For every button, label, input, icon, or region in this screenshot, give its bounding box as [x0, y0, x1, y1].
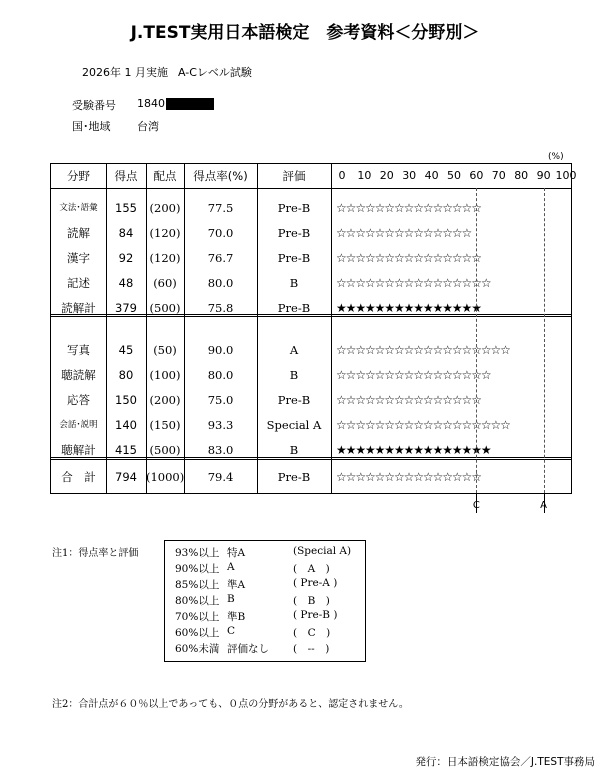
- star-bar: ☆☆☆☆☆☆☆☆☆☆☆☆☆☆☆☆☆☆: [336, 343, 510, 357]
- field-max-score: (200): [149, 393, 181, 407]
- scale-tick: 30: [402, 169, 417, 182]
- field-name: 写真: [67, 343, 90, 357]
- note1-label: 注1：得点率と評価: [52, 548, 139, 559]
- grade-legend-row: [165, 545, 365, 561]
- star-bar: ★★★★★★★★★★★★★★★★: [336, 443, 491, 457]
- star-bar: ☆☆☆☆☆☆☆☆☆☆☆☆☆☆: [336, 226, 472, 240]
- header-divider: [51, 188, 571, 189]
- grade-legend-row: [165, 641, 365, 657]
- field-score: 92: [118, 251, 134, 265]
- field-score: 794: [115, 470, 137, 484]
- score-table: [50, 163, 577, 494]
- grade-threshold-line: [544, 188, 545, 493]
- grade-legend-row: [165, 625, 365, 641]
- field-grade: Special A: [266, 418, 322, 432]
- publisher-footer: 発行：日本語検定協会／J.TEST事務局: [415, 756, 595, 768]
- region-label: 国･地域: [72, 120, 111, 133]
- grade-legend-code: ( C ): [293, 627, 331, 639]
- field-score: 45: [118, 343, 134, 357]
- scale-tick: 90: [536, 169, 551, 182]
- field-grade: Pre-B: [277, 301, 311, 315]
- examinee-number-prefix: 1840: [137, 97, 165, 110]
- field-name: 読解計: [61, 301, 96, 315]
- field-rate: 83.0: [207, 443, 234, 457]
- field-max-score: (50): [153, 343, 177, 357]
- grade-legend-code: ( -- ): [293, 643, 330, 655]
- grade-legend-range: 85%以上: [175, 579, 220, 591]
- field-rate: 80.0: [207, 368, 234, 382]
- header-rate: 得点率(%): [193, 169, 248, 183]
- field-max-score: (200): [149, 201, 181, 215]
- field-name: 記述: [67, 276, 90, 290]
- field-max-score: (500): [149, 301, 181, 315]
- field-score: 80: [118, 368, 134, 382]
- grade-legend-name: C: [227, 625, 236, 637]
- field-rate: 75.0: [207, 393, 234, 407]
- field-score: 84: [118, 226, 134, 240]
- grade-legend-name: 評価なし: [227, 643, 269, 655]
- grade-legend-name: 準B: [227, 611, 246, 623]
- grade-legend-range: 60%未満: [175, 643, 220, 655]
- exam-level: A-Cレベル試験: [178, 66, 252, 79]
- star-bar: ☆☆☆☆☆☆☆☆☆☆☆☆☆☆☆☆: [336, 368, 491, 382]
- header-grade: 評価: [282, 169, 306, 183]
- grade-legend-name: 特A: [227, 547, 246, 559]
- page-title: J.TEST実用日本語検定 参考資料＜分野別＞: [130, 23, 480, 43]
- field-grade: Pre-B: [277, 251, 311, 265]
- region-value: 台湾: [137, 120, 159, 133]
- field-name: 合 計: [61, 470, 96, 484]
- star-bar: ☆☆☆☆☆☆☆☆☆☆☆☆☆☆☆: [336, 251, 481, 265]
- field-grade: Pre-B: [277, 201, 311, 215]
- grade-threshold-label: C: [472, 500, 480, 511]
- grade-legend-range: 60%以上: [175, 627, 220, 639]
- field-grade: A: [289, 343, 299, 357]
- scale-tick: 60: [469, 169, 484, 182]
- star-bar: ★★★★★★★★★★★★★★★: [336, 301, 481, 315]
- grade-legend-code: ( A ): [293, 563, 330, 575]
- field-rate: 79.4: [207, 470, 234, 484]
- star-bar: ☆☆☆☆☆☆☆☆☆☆☆☆☆☆☆: [336, 393, 481, 407]
- header-field: 分野: [67, 169, 90, 183]
- field-name: 会話･説明: [59, 420, 98, 430]
- field-name: 漢字: [67, 251, 90, 265]
- field-max-score: (500): [149, 443, 181, 457]
- grade-threshold-label: A: [540, 500, 548, 511]
- field-name: 聴解計: [61, 443, 96, 457]
- grade-threshold-line: [476, 188, 477, 493]
- grade-legend-code: ( Pre-B ): [293, 609, 338, 621]
- scale-tick: 50: [447, 169, 461, 182]
- field-name: 読解: [67, 226, 90, 240]
- grade-legend-box: [164, 540, 366, 662]
- field-max-score: (120): [149, 226, 181, 240]
- field-rate: 70.0: [207, 226, 234, 240]
- examinee-number: [137, 97, 214, 110]
- grade-legend-name: A: [227, 561, 235, 573]
- star-bar: ☆☆☆☆☆☆☆☆☆☆☆☆☆☆☆: [336, 201, 481, 215]
- field-rate: 90.0: [207, 343, 234, 357]
- grade-legend-range: 70%以上: [175, 611, 220, 623]
- field-grade: B: [289, 368, 299, 382]
- grade-legend-name: 準A: [227, 579, 246, 591]
- field-name: 文法･語彙: [59, 203, 98, 213]
- field-rate: 93.3: [207, 418, 234, 432]
- scale-tick: 0: [338, 169, 346, 182]
- field-max-score: (150): [149, 418, 181, 432]
- field-max-score: (60): [153, 276, 177, 290]
- grade-legend-code: ( B ): [293, 595, 330, 607]
- field-max-score: (1000): [146, 470, 185, 484]
- header-score: 得点: [114, 169, 138, 183]
- field-grade: Pre-B: [277, 393, 311, 407]
- scale-tick: 40: [424, 169, 439, 182]
- field-rate: 76.7: [207, 251, 234, 265]
- field-grade: B: [289, 276, 299, 290]
- grade-legend-row: [165, 593, 365, 609]
- scale-tick: 100: [555, 169, 577, 182]
- grade-legend-name: B: [227, 593, 235, 605]
- grade-legend-range: 90%以上: [175, 563, 220, 575]
- field-max-score: (100): [149, 368, 181, 382]
- percent-unit: (%): [548, 152, 564, 162]
- grade-legend-range: 93%以上: [175, 547, 220, 559]
- star-bar: ☆☆☆☆☆☆☆☆☆☆☆☆☆☆☆☆: [336, 276, 491, 290]
- grade-legend-row: [165, 561, 365, 577]
- grade-legend-row: [165, 577, 365, 593]
- scale-tick: 10: [357, 169, 372, 182]
- field-grade: B: [289, 443, 299, 457]
- scale-tick: 80: [514, 169, 529, 182]
- scale-tick: 20: [379, 169, 394, 182]
- star-bar: ☆☆☆☆☆☆☆☆☆☆☆☆☆☆☆: [336, 470, 481, 484]
- note2-text: 注2：合計点が６０％以上であっても、０点の分野があると、認定されません。: [52, 699, 409, 710]
- field-score: 415: [115, 443, 137, 457]
- field-rate: 77.5: [207, 201, 234, 215]
- redaction-bar: [166, 98, 214, 110]
- grade-legend-code: ( Pre-A ): [293, 577, 338, 589]
- exam-date: 2026年 1 月実施: [82, 66, 168, 79]
- field-score: 48: [118, 276, 134, 290]
- grade-legend-code: (Special A): [293, 545, 352, 557]
- field-name: 聴読解: [61, 368, 96, 382]
- examinee-number-label: 受験番号: [72, 99, 116, 112]
- field-score: 140: [115, 418, 137, 432]
- scale-tick: 70: [491, 169, 506, 182]
- field-rate: 75.8: [207, 301, 234, 315]
- grade-legend-row: [165, 609, 365, 625]
- header-max: 配点: [153, 169, 177, 183]
- grade-legend-range: 80%以上: [175, 595, 220, 607]
- field-score: 379: [115, 301, 137, 315]
- field-grade: Pre-B: [277, 226, 311, 240]
- column-divider: [331, 164, 332, 493]
- field-rate: 80.0: [207, 276, 234, 290]
- field-score: 150: [115, 393, 137, 407]
- star-bar: ☆☆☆☆☆☆☆☆☆☆☆☆☆☆☆☆☆☆: [336, 418, 510, 432]
- field-score: 155: [115, 201, 137, 215]
- field-max-score: (120): [149, 251, 181, 265]
- field-name: 応答: [67, 393, 90, 407]
- field-grade: Pre-B: [277, 470, 311, 484]
